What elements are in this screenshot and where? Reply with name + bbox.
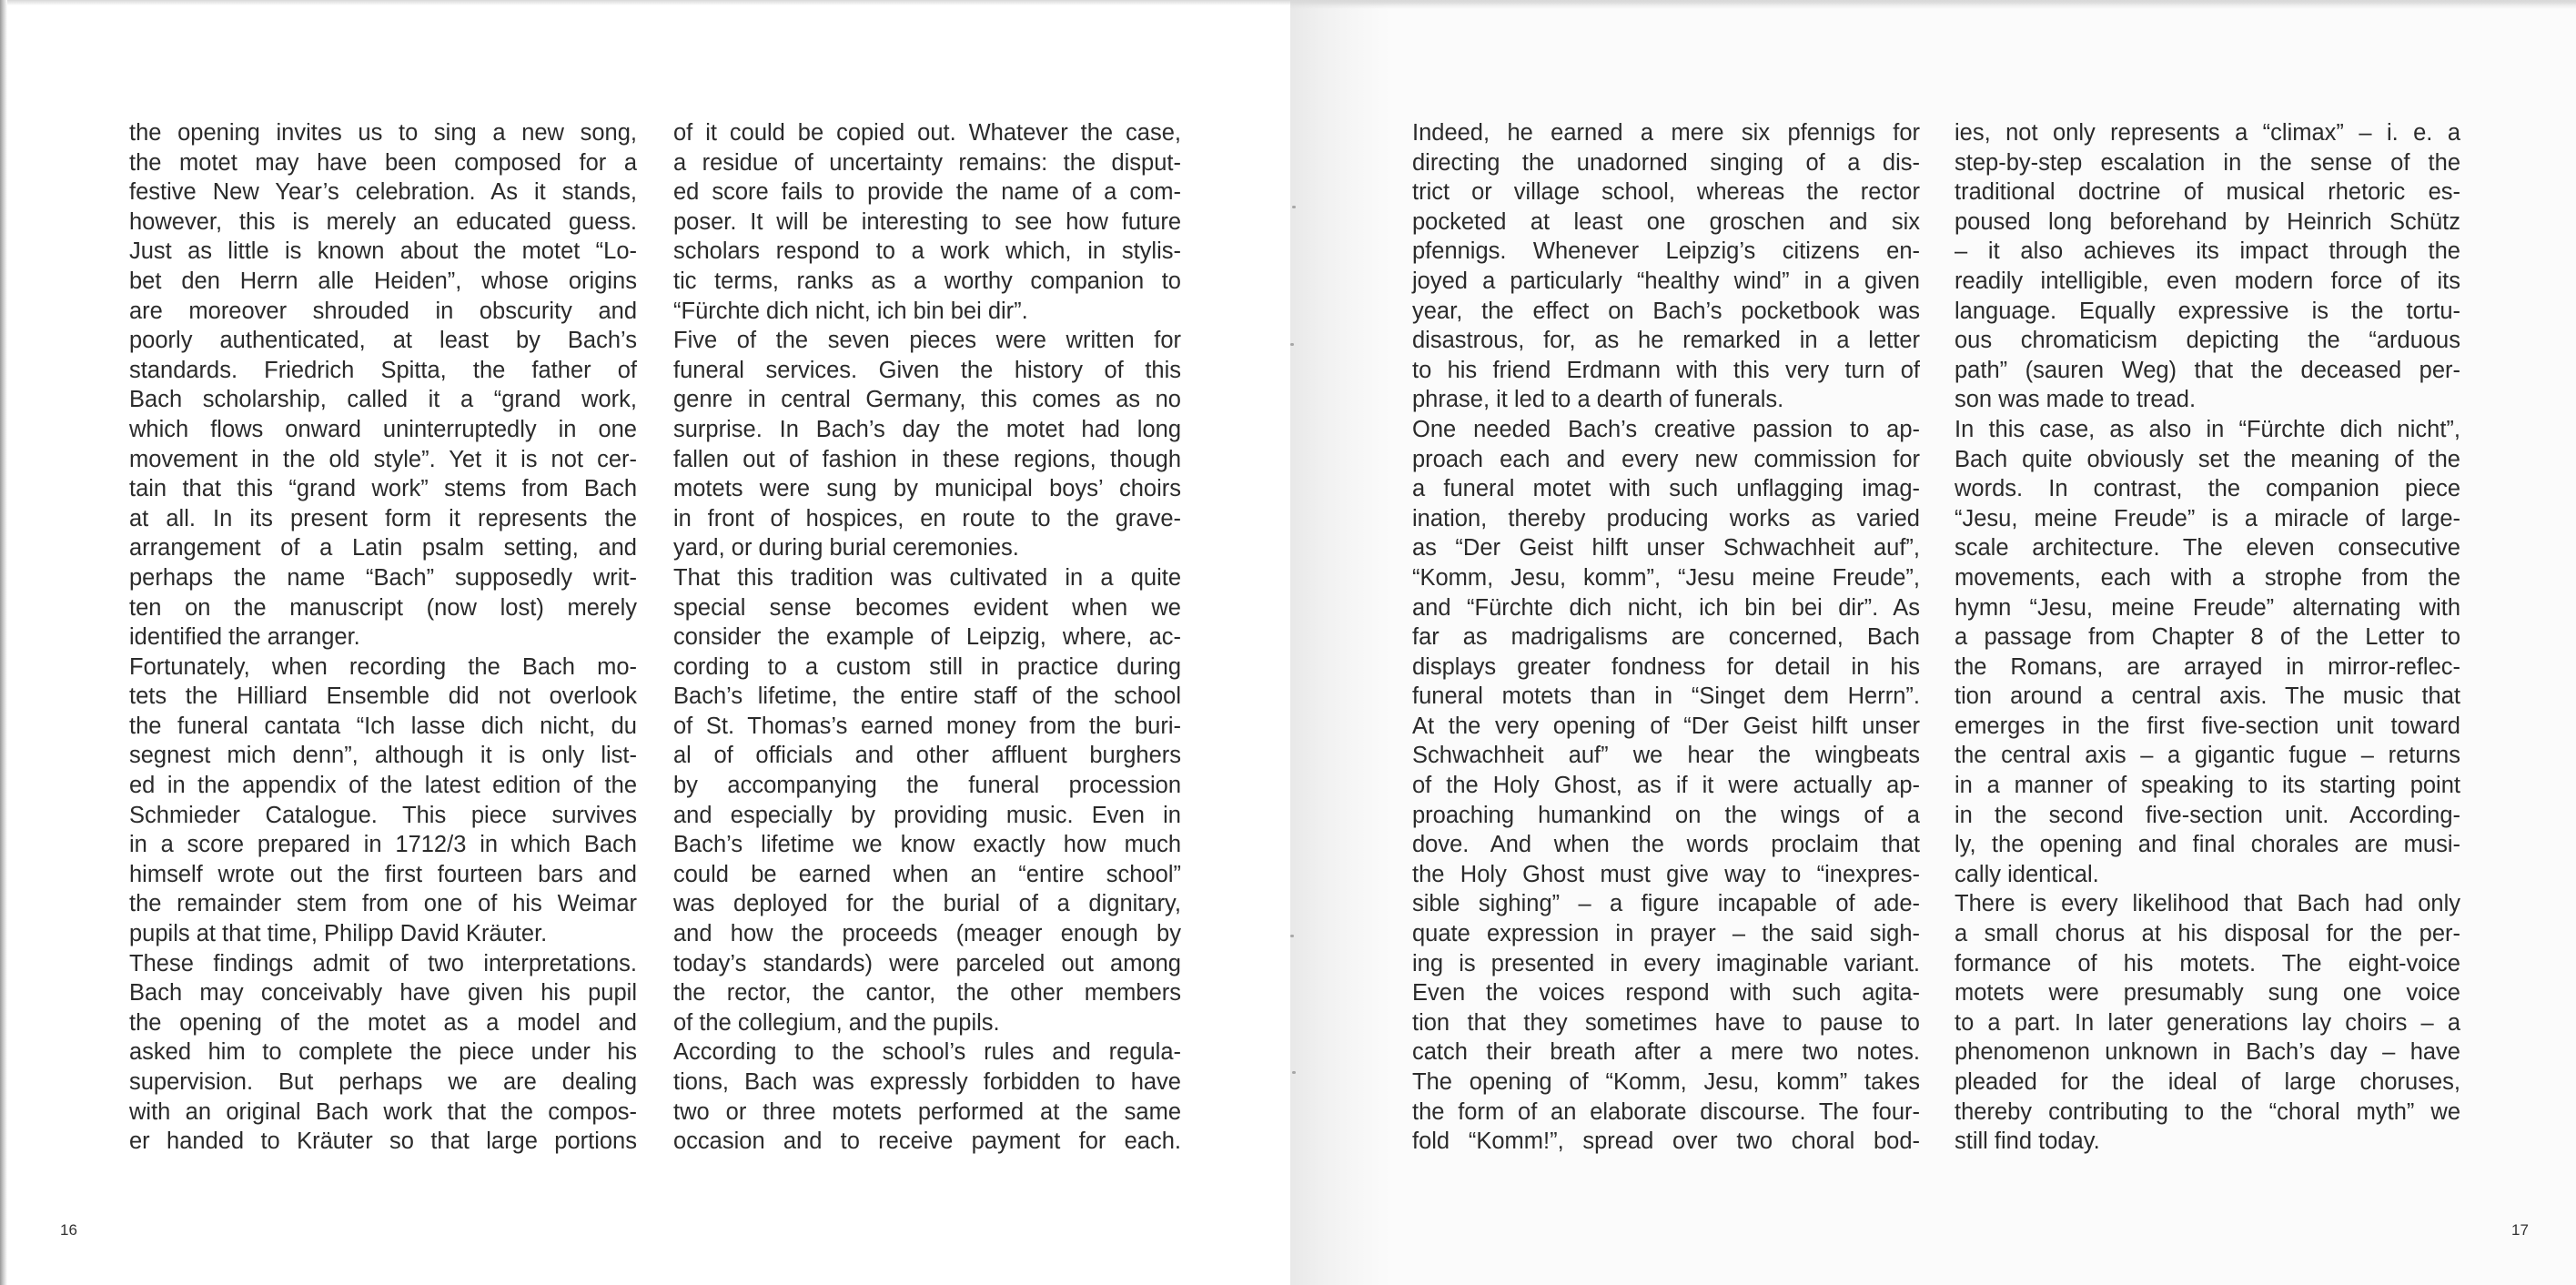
text-line: joyed a particularly “healthy wind” in a given (1412, 268, 1920, 294)
text-line: of it could be copied out. Whatever the case, (673, 120, 1181, 146)
text-line: pupils at that time, Philipp David Kräuter. (129, 921, 548, 947)
text-line: Bach quite obviously set the meaning of the (1955, 446, 2460, 472)
text-line: fallen out of fashion in these regions, though (673, 446, 1181, 472)
text-line: emerges in the first five-section unit toward (1955, 713, 2460, 739)
paragraph (1412, 415, 1920, 1157)
text-line: arrangement of a Latin psalm setting, and (129, 535, 637, 562)
text-line: ing is presented in every imaginable variant. (1412, 950, 1920, 976)
text-line: pocketed at least one groschen and six (1412, 208, 1920, 235)
text-line: path” (sauren Weg) that the deceased per- (1955, 357, 2460, 383)
text-line: himself wrote out the first fourteen bars and (129, 861, 637, 887)
text-line: thereby contributing to the “choral myth” we (1955, 1098, 2460, 1125)
text-line: bet den Herrn alle Heiden”, whose origins (129, 268, 637, 294)
text-line: One needed Bach’s creative passion to ap- (1412, 416, 1920, 442)
text-line: proach each and every new commission for (1412, 446, 1920, 472)
text-line: and “Fürchte dich nicht, ich bin bei dir”. As (1412, 594, 1920, 621)
paragraph (673, 118, 1181, 326)
text-line: of the collegium, and the pupils. (673, 1009, 1000, 1036)
text-line: Bach scholarship, called it a “grand work, (129, 387, 637, 413)
text-line: There is every likelihood that Bach had only (1955, 891, 2460, 917)
text-line: tets the Hilliard Ensemble did not overlook (129, 683, 637, 710)
text-line: tion around a central axis. The music that (1955, 683, 2460, 710)
text-line: ination, thereby producing works as varied (1412, 505, 1920, 531)
paragraph (1955, 118, 2460, 415)
text-line: cording to a custom still in practice during (673, 653, 1181, 680)
scan-speck (1290, 935, 1294, 937)
text-line: phrase, it led to a dearth of funerals. (1412, 387, 1784, 413)
text-line: two or three motets performed at the same (673, 1098, 1181, 1125)
text-line: ed score fails to provide the name of a com- (673, 179, 1181, 206)
text-line: trict or village school, whereas the rector (1412, 179, 1920, 206)
text-line: year, the effect on Bach’s pocketbook was (1412, 298, 1920, 324)
text-column (673, 118, 1181, 1157)
text-line: identified the arranger. (129, 624, 360, 651)
text-line: yard, or during burial ceremonies. (673, 535, 1019, 562)
text-line: the opening invites us to sing a new song, (129, 120, 637, 146)
text-line: with an original Bach work that the compos- (129, 1098, 637, 1125)
text-line: a residue of uncertainty remains: the disput- (673, 149, 1181, 176)
text-line: in a score prepared in 1712/3 in which Bach (129, 832, 637, 858)
paragraph (673, 326, 1181, 563)
text-line: poser. It will be interesting to see how future (673, 208, 1181, 235)
text-line: cally identical. (1955, 861, 2099, 887)
text-line: the Romans, are arrayed in mirror-reflec- (1955, 653, 2460, 680)
text-line: directing the unadorned singing of a dis- (1412, 149, 1920, 176)
text-line: a funeral motet with such unflagging imag- (1412, 476, 1920, 502)
text-line: hymn “Jesu, meine Freude” alternating with (1955, 594, 2460, 621)
scan-speck (1292, 206, 1296, 208)
text-line: funeral motets than in “Singet dem Herrn”. (1412, 683, 1920, 710)
scan-left-edge (0, 0, 7, 1285)
text-line: ten on the manuscript (now lost) merely (129, 594, 637, 621)
text-line: a passage from Chapter 8 of the Letter to (1955, 624, 2460, 651)
text-line: the rector, the cantor, the other members (673, 980, 1181, 1007)
text-line: surprise. In Bach’s day the motet had long (673, 416, 1181, 442)
text-line: dove. And when the words proclaim that (1412, 832, 1920, 858)
text-line: far as madrigalisms are concerned, Bach (1412, 624, 1920, 651)
text-line: language. Equally expressive is the tortu- (1955, 298, 2460, 324)
page-number-right: 17 (2511, 1221, 2529, 1239)
text-line: of the Holy Ghost, as if it were actually ap- (1412, 773, 1920, 799)
text-line: ous chromaticism depicting the “arduous (1955, 328, 2460, 354)
text-line: Schmieder Catalogue. This piece survives (129, 802, 637, 828)
text-line: ed in the appendix of the latest edition of the (129, 773, 637, 799)
text-line: Bach may conceivably have given his pupil (129, 980, 637, 1007)
text-line: tion that they sometimes have to pause to (1412, 1009, 1920, 1036)
text-line: movement in the old style”. Yet it is not cer- (129, 446, 637, 472)
text-line: phenomenon unknown in Bach’s day – have (1955, 1039, 2460, 1066)
text-line: At the very opening of “Der Geist hilft unser (1412, 713, 1920, 739)
scan-speck (1290, 343, 1294, 346)
text-line: in the second five-section unit. According- (1955, 802, 2460, 828)
text-line: pfennigs. Whenever Leipzig’s citizens en- (1412, 238, 1920, 265)
text-line: – it also achieves its impact through the (1955, 238, 2460, 265)
text-line: words. In contrast, the companion piece (1955, 476, 2460, 502)
scan-speck (1292, 1071, 1296, 1074)
text-line: poused long beforehand by Heinrich Schütz (1955, 208, 2460, 235)
text-line: the Holy Ghost must give way to “inexpres- (1412, 861, 1920, 887)
text-line: readily intelligible, even modern force of its (1955, 268, 2460, 294)
paragraph (673, 563, 1181, 1038)
text-line: displays greater fondness for detail in his (1412, 653, 1920, 680)
paragraph (1412, 118, 1920, 415)
text-line: According to the school’s rules and regula- (673, 1039, 1181, 1066)
text-line: motets were presumably sung one voice (1955, 980, 2460, 1007)
text-line: segnest mich denn”, although it is only list- (129, 743, 637, 769)
text-line: as “Der Geist hilft unser Schwachheit auf”, (1412, 535, 1920, 562)
text-line: standards. Friedrich Spitta, the father of (129, 357, 637, 383)
text-line: supervision. But perhaps we are dealing (129, 1069, 637, 1095)
text-line: These findings admit of two interpretations. (129, 950, 637, 976)
text-column (1955, 118, 2460, 1157)
paragraph (129, 118, 637, 653)
text-line: proaching humankind on the wings of a (1412, 802, 1920, 828)
text-line: catch their breath after a mere two notes. (1412, 1039, 1920, 1066)
text-line: the funeral cantata “Ich lasse dich nicht, du (129, 713, 637, 739)
text-line: scholars respond to a work which, in stylis- (673, 238, 1181, 265)
text-line: Bach’s lifetime we know exactly how much (673, 832, 1181, 858)
text-line: tain that this “grand work” stems from Bach (129, 476, 637, 502)
text-line: consider the example of Leipzig, where, ac- (673, 624, 1181, 651)
text-line: still find today. (1955, 1128, 2100, 1155)
text-line: to a part. In later generations lay choirs – a (1955, 1009, 2460, 1036)
text-line: in a manner of speaking to its starting point (1955, 773, 2460, 799)
text-line: ly, the opening and final chorales are musi- (1955, 832, 2460, 858)
text-line: step-by-step escalation in the sense of the (1955, 149, 2460, 176)
text-line: ies, not only represents a “climax” – i. e. a (1955, 120, 2460, 146)
text-line: at all. In its present form it represents the (129, 505, 637, 531)
text-line: festive New Year’s celebration. As it stands, (129, 179, 637, 206)
text-line: pleaded for the ideal of large choruses, (1955, 1069, 2460, 1095)
text-line: by accompanying the funeral procession (673, 773, 1181, 799)
page-number-left: 16 (60, 1221, 77, 1239)
text-line: Even the voices respond with such agita- (1412, 980, 1920, 1007)
text-line: could be earned when an “entire school” (673, 861, 1181, 887)
text-line: disastrous, for, as he remarked in a letter (1412, 328, 1920, 354)
text-line: er handed to Kräuter so that large portions (129, 1128, 637, 1155)
text-line: genre in central Germany, this comes as no (673, 387, 1181, 413)
text-line: fold “Komm!”, spread over two choral bod- (1412, 1128, 1920, 1155)
text-line: today’s standards) were parceled out among (673, 950, 1181, 976)
text-line: funeral services. Given the history of this (673, 357, 1181, 383)
text-line: occasion and to receive payment for each. (673, 1128, 1181, 1155)
text-line: the motet may have been composed for a (129, 149, 637, 176)
text-line: “Jesu, meine Freude” is a miracle of large- (1955, 505, 2460, 531)
text-line: quate expression in prayer – the said sigh- (1412, 921, 1920, 947)
text-line: tic terms, ranks as a worthy companion to (673, 268, 1181, 294)
text-line: Just as little is known about the motet “Lo- (129, 238, 637, 265)
text-line: a small chorus at his disposal for the per- (1955, 921, 2460, 947)
text-line: formance of his motets. The eight-voice (1955, 950, 2460, 976)
paragraph (673, 1037, 1181, 1156)
text-line: the central axis – a gigantic fugue – returns (1955, 743, 2460, 769)
text-line: al of officials and other affluent burghers (673, 743, 1181, 769)
text-line: in front of hospices, en route to the grave- (673, 505, 1181, 531)
text-line: movements, each with a strophe from the (1955, 564, 2460, 591)
text-line: poorly authenticated, at least by Bach’s (129, 328, 637, 354)
paragraph (1955, 415, 2460, 890)
text-line: traditional doctrine of musical rhetoric es- (1955, 179, 2460, 206)
text-line: special sense becomes evident when we (673, 594, 1181, 621)
text-line: motets were sung by municipal boys’ choirs (673, 476, 1181, 502)
text-line: sible sighing” – a figure incapable of ade- (1412, 891, 1920, 917)
text-line: In this case, as also in “Fürchte dich nicht”, (1955, 416, 2460, 442)
text-line: Indeed, he earned a mere six pfennigs for (1412, 120, 1920, 146)
scan-top-edge (0, 0, 2576, 5)
text-line: “Fürchte dich nicht, ich bin bei dir”. (673, 298, 1028, 324)
paragraph (1955, 889, 2460, 1156)
text-line: the opening of the motet as a model and (129, 1009, 637, 1036)
text-line: the remainder stem from one of his Weimar (129, 891, 637, 917)
paragraph (129, 949, 637, 1157)
text-line: and especially by providing music. Even in (673, 802, 1181, 828)
text-line: The opening of “Komm, Jesu, komm” takes (1412, 1069, 1920, 1095)
gutter-shadow (1290, 0, 1390, 1285)
text-column (1412, 118, 1920, 1157)
text-line: asked him to complete the piece under his (129, 1039, 637, 1066)
text-line: to his friend Erdmann with this very turn of (1412, 357, 1920, 383)
text-line: perhaps the name “Bach” supposedly writ- (129, 564, 637, 591)
text-line: Five of the seven pieces were written for (673, 328, 1181, 354)
text-line: Schwachheit auf” we hear the wingbeats (1412, 743, 1920, 769)
text-column (129, 118, 637, 1157)
text-line: are moreover shrouded in obscurity and (129, 298, 637, 324)
paragraph (129, 653, 637, 949)
text-line: tions, Bach was expressly forbidden to have (673, 1069, 1181, 1095)
text-line: however, this is merely an educated guess. (129, 208, 637, 235)
text-line: of St. Thomas’s earned money from the buri- (673, 713, 1181, 739)
text-line: That this tradition was cultivated in a quite (673, 564, 1181, 591)
text-line: and how the proceeds (meager enough by (673, 921, 1181, 947)
text-line: scale architecture. The eleven consecutive (1955, 535, 2460, 562)
text-line: son was made to tread. (1955, 387, 2197, 413)
text-line: Fortunately, when recording the Bach mo- (129, 653, 637, 680)
text-line: was deployed for the burial of a dignitary, (673, 891, 1181, 917)
text-line: which flows onward uninterruptedly in one (129, 416, 637, 442)
text-line: “Komm, Jesu, komm”, “Jesu meine Freude”, (1412, 564, 1920, 591)
text-line: the form of an elaborate discourse. The four- (1412, 1098, 1920, 1125)
text-line: Bach’s lifetime, the entire staff of the school (673, 683, 1181, 710)
